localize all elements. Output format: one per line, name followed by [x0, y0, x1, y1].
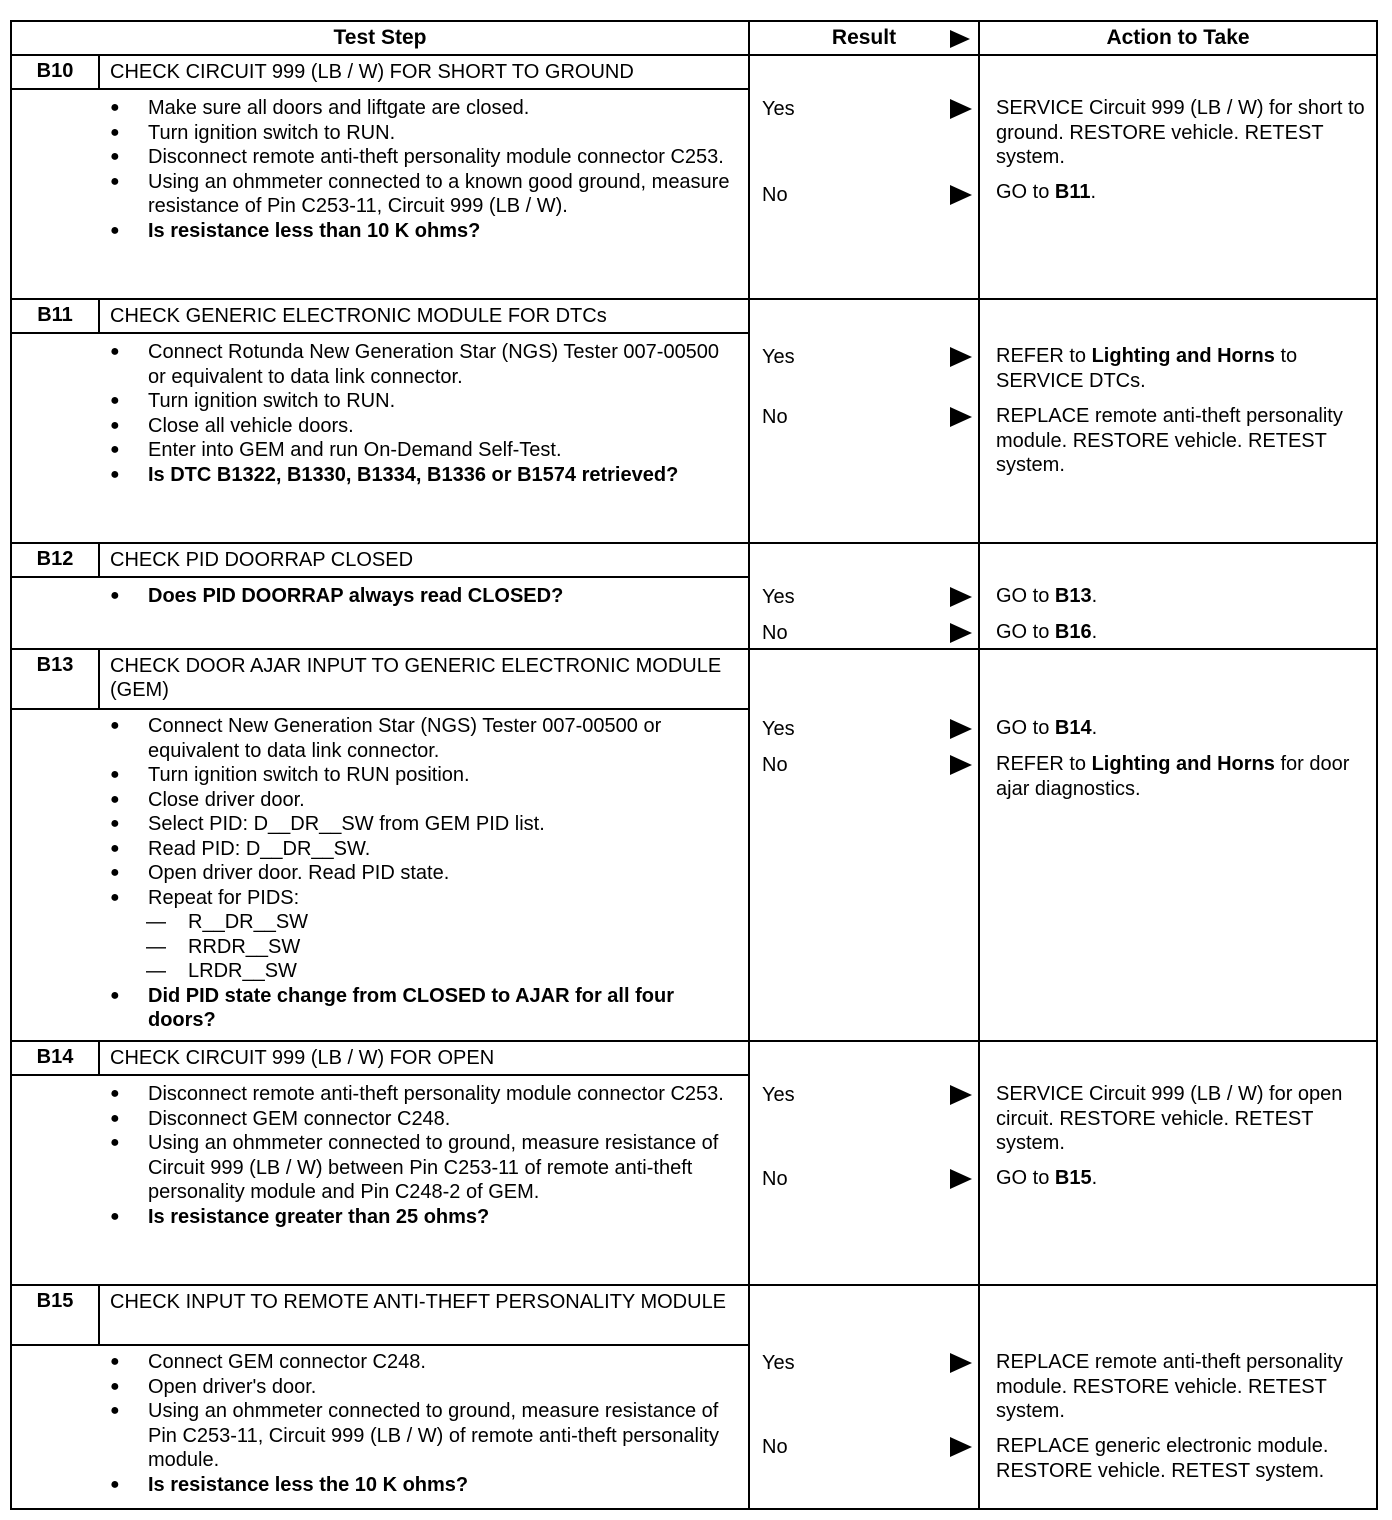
action-yes [996, 584, 1368, 609]
action-text: GO to [996, 717, 1055, 739]
arrow-icon [950, 755, 972, 775]
action-ref: Lighting and Horns [1091, 753, 1275, 775]
result-cell [750, 650, 980, 1040]
test-section-b15 [12, 1286, 1376, 1508]
test-step-cell [12, 300, 750, 542]
list-item: — R__DR__SW [108, 910, 740, 935]
result-label: Yes [762, 586, 795, 608]
question-item: ● Is resistance less than 10 K ohms? [108, 219, 740, 244]
list-item: ● Open driver's door. [108, 1375, 740, 1400]
result-label: No [762, 184, 788, 206]
result-label: No [762, 754, 788, 776]
step-title: CHECK INPUT TO REMOTE ANTI-THEFT PERSONALITY MODULE [110, 1291, 727, 1313]
test-section-b11 [12, 300, 1376, 544]
result-label: Yes [762, 1084, 795, 1106]
result-no [762, 182, 972, 208]
question-item: ● Is DTC B1322, B1330, B1334, B1336 or B1574 retrieved? [108, 463, 740, 488]
action-text: REFER to [996, 345, 1092, 367]
action-cell [980, 1042, 1376, 1284]
action-text: . [1091, 621, 1098, 643]
action-yes [996, 344, 1368, 393]
action-text: REFER to [996, 753, 1092, 775]
list-item: — RRDR__SW [108, 935, 740, 960]
result-cell [750, 544, 980, 648]
action-cell [980, 300, 1376, 542]
result-yes [762, 344, 972, 370]
action-ref: B15 [1054, 1167, 1092, 1189]
result-label: No [762, 1436, 788, 1458]
list-item: ● Repeat for PIDS: [108, 886, 740, 911]
action-cell [980, 1286, 1376, 1508]
step-list [108, 340, 740, 487]
header-result-label: Result [831, 26, 897, 49]
question-item: ● Is resistance greater than 25 ohms? [108, 1205, 740, 1230]
action-text: REPLACE remote anti-theft personality module. RESTORE vehicle. RETEST system. [996, 405, 1343, 476]
step-heading [12, 300, 748, 334]
action-yes [996, 1350, 1368, 1424]
result-no [762, 1166, 972, 1192]
result-yes [762, 96, 972, 122]
arrow-icon [950, 1169, 972, 1189]
action-text: . [1090, 181, 1097, 203]
test-step-cell [12, 650, 750, 1040]
action-text: REPLACE generic electronic module. RESTORE vehicle. RETEST system. [996, 1435, 1329, 1482]
action-text: GO to [996, 621, 1055, 643]
arrow-icon [950, 185, 972, 205]
result-no [762, 752, 972, 778]
action-no [996, 1434, 1368, 1483]
action-text: for door ajar diagnostics. [996, 753, 1350, 800]
arrow-icon [950, 30, 970, 48]
step-id: B15 [12, 1286, 100, 1344]
arrow-icon [950, 1085, 972, 1105]
action-ref: B14 [1054, 717, 1092, 739]
action-yes [996, 96, 1368, 170]
action-cell [980, 650, 1376, 1040]
action-ref: B16 [1054, 621, 1092, 643]
action-no [996, 620, 1368, 645]
result-label: Yes [762, 1352, 795, 1374]
step-heading [12, 544, 748, 578]
action-ref: B11 [1054, 181, 1091, 203]
step-id: B13 [12, 650, 100, 708]
arrow-icon [950, 99, 972, 119]
list-item: ● Turn ignition switch to RUN. [108, 121, 740, 146]
test-step-cell [12, 56, 750, 298]
test-step-cell [12, 1286, 750, 1508]
action-text: GO to [996, 1167, 1055, 1189]
list-item: ● Using an ohmmeter connected to ground, measure resistance of Circuit 999 (LB / W) between Pin C253-11 of remote anti-theft personality module and Pin C248-2 of GEM. [108, 1131, 740, 1205]
step-title: CHECK GENERIC ELECTRONIC MODULE FOR DTCs [110, 305, 607, 327]
test-section-b12 [12, 544, 1376, 650]
list-item: ● Using an ohmmeter connected to ground, measure resistance of Pin C253-11, Circuit 999 (LB / W) of remote anti-theft personality module. [108, 1399, 740, 1473]
step-list [108, 96, 740, 243]
action-text: REPLACE remote anti-theft personality module. RESTORE vehicle. RETEST system. [996, 1351, 1343, 1422]
list-item: ● Read PID: D__DR__SW. [108, 837, 740, 862]
result-no [762, 620, 972, 646]
action-yes [996, 716, 1368, 741]
action-cell [980, 56, 1376, 298]
header-action: Action to Take [980, 22, 1376, 56]
list-item: ● Using an ohmmeter connected to a known good ground, measure resistance of Pin C253-11, Circuit 999 (LB / W). [108, 170, 740, 219]
step-id: B10 [12, 56, 100, 88]
action-no [996, 404, 1368, 478]
result-no [762, 1434, 972, 1460]
arrow-icon [950, 1353, 972, 1373]
list-item: ● Connect Rotunda New Generation Star (NGS) Tester 007-00500 or equivalent to data link connector. [108, 340, 740, 389]
list-item: ● Disconnect remote anti-theft personality module connector C253. [108, 1082, 740, 1107]
list-item: ● Disconnect GEM connector C248. [108, 1107, 740, 1132]
result-label: Yes [762, 98, 795, 120]
result-cell [750, 1042, 980, 1284]
test-step-cell [12, 544, 750, 648]
action-cell [980, 544, 1376, 648]
action-text: SERVICE Circuit 999 (LB / W) for short to ground. RESTORE vehicle. RETEST system. [996, 97, 1365, 168]
test-step-cell [12, 1042, 750, 1284]
result-yes [762, 1082, 972, 1108]
step-heading [12, 56, 748, 90]
list-item: ● Close driver door. [108, 788, 740, 813]
step-heading [12, 1042, 748, 1076]
action-text: GO to [996, 585, 1055, 607]
result-label: Yes [762, 718, 795, 740]
list-item: ● Make sure all doors and liftgate are closed. [108, 96, 740, 121]
test-section-b10 [12, 56, 1376, 300]
step-list [108, 714, 740, 1033]
step-heading [12, 1286, 748, 1346]
action-no [996, 180, 1368, 205]
result-label: Yes [762, 346, 795, 368]
list-item: ● Select PID: D__DR__SW from GEM PID list. [108, 812, 740, 837]
arrow-icon [950, 719, 972, 739]
action-ref: Lighting and Horns [1091, 345, 1275, 367]
result-label: No [762, 406, 788, 428]
action-text: to SERVICE DTCs. [996, 345, 1298, 392]
step-heading [12, 650, 748, 710]
action-text: . [1091, 585, 1098, 607]
result-no [762, 404, 972, 430]
header-result [750, 22, 980, 56]
list-item: — LRDR__SW [108, 959, 740, 984]
step-list [108, 584, 740, 609]
result-cell [750, 1286, 980, 1508]
step-title: CHECK CIRCUIT 999 (LB / W) FOR OPEN [110, 1047, 495, 1069]
result-label: No [762, 1168, 788, 1190]
list-item: ● Enter into GEM and run On-Demand Self-Test. [108, 438, 740, 463]
arrow-icon [950, 1437, 972, 1457]
result-cell [750, 300, 980, 542]
action-no [996, 752, 1368, 801]
question-item: ● Does PID DOORRAP always read CLOSED? [108, 584, 740, 609]
action-text: GO to [996, 181, 1055, 203]
action-text: SERVICE Circuit 999 (LB / W) for open circuit. RESTORE vehicle. RETEST system. [996, 1083, 1343, 1154]
list-item: ● Close all vehicle doors. [108, 414, 740, 439]
action-text: . [1091, 1167, 1098, 1189]
list-item: ● Turn ignition switch to RUN. [108, 389, 740, 414]
list-item: ● Connect New Generation Star (NGS) Tester 007-00500 or equivalent to data link connector. [108, 714, 740, 763]
arrow-icon [950, 407, 972, 427]
diagnostic-test-table [10, 20, 1378, 1510]
action-no [996, 1166, 1368, 1191]
arrow-icon [950, 347, 972, 367]
test-section-b13 [12, 650, 1376, 1042]
arrow-icon [950, 623, 972, 643]
step-id: B11 [12, 300, 100, 332]
step-list [108, 1350, 740, 1497]
test-section-b14 [12, 1042, 1376, 1286]
question-item: ● Is resistance less the 10 K ohms? [108, 1473, 740, 1498]
step-id: B12 [12, 544, 100, 576]
step-title: CHECK PID DOORRAP CLOSED [110, 549, 414, 571]
list-item: ● Connect GEM connector C248. [108, 1350, 740, 1375]
action-ref: B13 [1054, 585, 1092, 607]
step-list [108, 1082, 740, 1229]
step-title: CHECK DOOR AJAR INPUT TO GENERIC ELECTRONIC MODULE (GEM) [110, 655, 722, 701]
result-yes [762, 1350, 972, 1376]
question-item: ● Did PID state change from CLOSED to AJAR for all four doors? [108, 984, 740, 1033]
result-label: No [762, 622, 788, 644]
result-cell [750, 56, 980, 298]
list-item: ● Turn ignition switch to RUN position. [108, 763, 740, 788]
result-yes [762, 716, 972, 742]
action-yes [996, 1082, 1368, 1156]
step-id: B14 [12, 1042, 100, 1074]
header-test-step: Test Step [12, 22, 750, 56]
list-item: ● Disconnect remote anti-theft personality module connector C253. [108, 145, 740, 170]
step-title: CHECK CIRCUIT 999 (LB / W) FOR SHORT TO GROUND [110, 61, 634, 83]
list-item: ● Open driver door. Read PID state. [108, 861, 740, 886]
result-yes [762, 584, 972, 610]
arrow-icon [950, 587, 972, 607]
action-text: . [1091, 717, 1098, 739]
